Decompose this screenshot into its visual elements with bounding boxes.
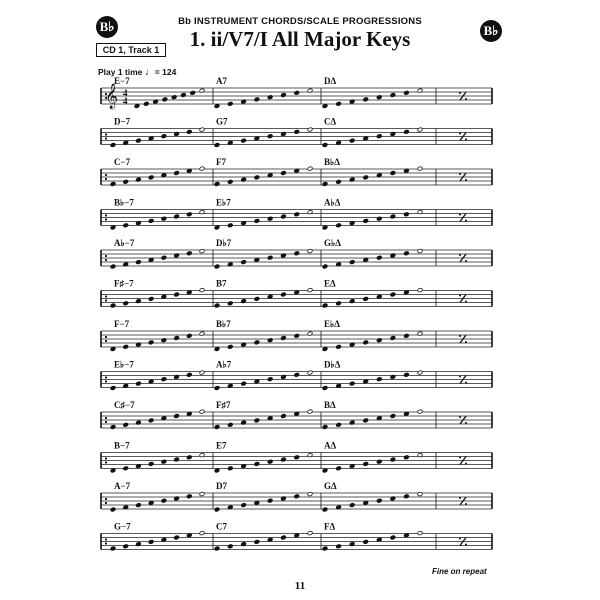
scale-note — [161, 134, 167, 139]
repeat-dot — [105, 538, 107, 540]
scale-note — [349, 138, 355, 143]
scale-note — [307, 492, 313, 497]
scale-note — [267, 377, 273, 382]
scale-note — [214, 507, 220, 512]
bflat-badge-left: B♭ — [96, 16, 118, 38]
chord-symbol: A−7 — [114, 481, 131, 491]
measure-repeat-dot — [465, 139, 467, 141]
scale-note — [376, 459, 382, 464]
scale-note — [186, 494, 192, 499]
scale-note — [417, 288, 423, 293]
scale-note — [417, 370, 423, 375]
scale-note — [254, 539, 260, 544]
scale-note — [148, 539, 154, 544]
scale-note — [199, 166, 205, 171]
scale-note — [307, 288, 313, 293]
scale-note — [136, 503, 142, 508]
scale-note — [241, 138, 247, 143]
measure-repeat-dot — [465, 260, 467, 262]
scale-note — [199, 370, 205, 375]
scale-note — [336, 301, 342, 306]
scale-note — [214, 546, 220, 551]
scale-note — [307, 370, 313, 375]
scale-note — [227, 344, 233, 349]
scale-note — [174, 336, 180, 341]
chord-symbol: F♯7 — [216, 400, 231, 410]
bflat-badge-right: B♭ — [480, 20, 502, 42]
scale-note — [254, 175, 260, 180]
scale-note — [322, 264, 328, 269]
scale-note — [227, 422, 233, 427]
scale-note — [281, 336, 287, 341]
scale-note — [110, 143, 116, 148]
scale-note — [186, 333, 192, 338]
chord-symbol: A♭−7 — [114, 238, 135, 248]
scale-note — [307, 409, 313, 414]
measure-repeat-dot — [465, 503, 467, 505]
scale-note — [322, 386, 328, 391]
scale-note — [294, 212, 300, 217]
scale-note — [336, 101, 342, 106]
scale-note — [267, 338, 273, 343]
repeat-dot — [105, 542, 107, 544]
scale-note — [267, 134, 273, 139]
repeat-dot — [105, 259, 107, 261]
scale-note — [417, 166, 423, 171]
chord-symbol: B♭Δ — [324, 157, 340, 167]
scale-note — [161, 255, 167, 260]
scale-note — [417, 409, 423, 414]
measure-repeat-dot — [465, 98, 467, 100]
scale-note — [336, 344, 342, 349]
scale-note — [136, 138, 142, 143]
chord-symbol: D♭7 — [216, 238, 232, 248]
chord-symbol: EΔ — [324, 278, 336, 289]
scale-note — [349, 503, 355, 508]
scale-note — [322, 303, 328, 308]
scale-note — [136, 260, 142, 265]
scale-note — [294, 333, 300, 338]
chord-symbol: F−7 — [114, 319, 130, 329]
scale-note — [161, 338, 167, 343]
measure-repeat-dot — [459, 214, 461, 216]
scale-note — [363, 296, 369, 301]
scale-note — [199, 492, 205, 497]
scale-note — [161, 498, 167, 503]
scale-note — [294, 455, 300, 460]
chord-symbol: A7 — [216, 76, 227, 86]
scale-note — [199, 409, 205, 414]
scale-note — [390, 214, 396, 219]
scale-note — [186, 455, 192, 460]
measure-repeat-dot — [459, 295, 461, 297]
chord-symbol: B7 — [216, 278, 227, 289]
scale-note — [123, 544, 129, 549]
measure-repeat-dot — [459, 254, 461, 256]
chord-symbol: A♭7 — [216, 359, 232, 370]
measure-repeat-dot — [465, 301, 467, 303]
scale-note — [281, 292, 287, 297]
scale-note — [267, 95, 273, 100]
chord-symbol: CΔ — [324, 116, 337, 127]
scale-note — [376, 134, 382, 139]
chord-symbol: D♭Δ — [324, 359, 341, 370]
scale-note — [336, 466, 342, 471]
scale-note — [404, 494, 410, 499]
scale-note — [227, 301, 233, 306]
scale-note — [336, 223, 342, 228]
scale-note — [174, 535, 180, 540]
staff-row — [101, 331, 492, 347]
scale-note — [267, 216, 273, 221]
repeat-dot — [105, 461, 107, 463]
page-subtitle: Bb INSTRUMENT CHORDS/SCALE PROGRESSIONS — [178, 16, 422, 27]
measure-repeat-dot — [459, 92, 461, 94]
chord-symbol: E−7 — [114, 76, 130, 86]
scale-note — [214, 425, 220, 430]
scale-note — [199, 531, 205, 536]
chord-symbol: G♭Δ — [324, 238, 341, 248]
scale-note — [148, 175, 154, 180]
scale-note — [390, 535, 396, 540]
fine-on-repeat-text: Fine on repeat — [432, 567, 487, 576]
scale-note — [161, 377, 167, 382]
scale-note — [227, 179, 233, 184]
scale-note — [307, 127, 313, 132]
scale-note — [148, 461, 154, 466]
measure-repeat-dot — [459, 335, 461, 337]
repeat-dot — [105, 380, 107, 382]
scale-note — [376, 216, 382, 221]
scale-note — [363, 218, 369, 223]
scale-note — [190, 90, 196, 95]
scale-note — [404, 129, 410, 134]
measure-repeat-dot — [465, 463, 467, 465]
measure-repeat-dot — [465, 220, 467, 222]
scale-note — [123, 422, 129, 427]
repeat-dot — [105, 421, 107, 423]
scale-note — [376, 498, 382, 503]
chord-symbol: C−7 — [114, 157, 131, 167]
scale-note — [186, 372, 192, 377]
page-title: 1. ii/V7/I All Major Keys — [189, 27, 411, 51]
scale-note — [307, 249, 313, 254]
scale-note — [110, 386, 116, 391]
scale-note — [267, 255, 273, 260]
scale-note — [281, 93, 287, 98]
time-signature-top: 4 — [123, 88, 128, 98]
scale-note — [199, 127, 205, 132]
staff-row — [101, 88, 492, 104]
chord-symbol: F♯−7 — [114, 278, 134, 289]
chord-symbol: E♭−7 — [114, 359, 134, 370]
repeat-dot — [105, 417, 107, 419]
scale-note — [390, 336, 396, 341]
scale-note — [254, 97, 260, 102]
scale-note — [214, 386, 220, 391]
scale-note — [376, 255, 382, 260]
scale-note — [390, 414, 396, 419]
scale-note — [110, 182, 116, 187]
measure-repeat-dot — [465, 179, 467, 181]
scale-note — [123, 223, 129, 228]
scale-note — [363, 539, 369, 544]
repeat-dot — [105, 457, 107, 459]
repeat-dot — [105, 218, 107, 220]
repeat-dot — [105, 376, 107, 378]
scale-note — [254, 296, 260, 301]
scale-note — [376, 95, 382, 100]
measure-repeat-dot — [465, 341, 467, 343]
scale-note — [349, 260, 355, 265]
scale-note — [123, 344, 129, 349]
measure-repeat-dot — [459, 538, 461, 540]
scale-note — [336, 179, 342, 184]
scale-note — [281, 414, 287, 419]
scale-note — [363, 97, 369, 102]
scale-note — [404, 455, 410, 460]
scale-note — [214, 143, 220, 148]
chord-symbol: AΔ — [324, 440, 337, 451]
scale-note — [214, 182, 220, 187]
time-signature-bottom: 4 — [123, 96, 128, 106]
scale-note — [136, 381, 142, 386]
scale-note — [161, 216, 167, 221]
measure-repeat-dot — [459, 133, 461, 135]
chord-symbol: FΔ — [324, 521, 336, 532]
repeat-dot — [105, 178, 107, 180]
scale-note — [174, 457, 180, 462]
scale-note — [390, 457, 396, 462]
scale-note — [241, 381, 247, 386]
scale-note — [174, 214, 180, 219]
repeat-dot — [105, 255, 107, 257]
measure-repeat-dot — [465, 422, 467, 424]
page-number: 11 — [294, 580, 306, 592]
scale-note — [227, 223, 233, 228]
scale-note — [417, 531, 423, 536]
scale-note — [214, 264, 220, 269]
scale-note — [254, 418, 260, 423]
scale-note — [294, 90, 300, 95]
scale-note — [254, 340, 260, 345]
chord-symbol: C7 — [216, 521, 227, 532]
scale-note — [404, 372, 410, 377]
scale-note — [390, 292, 396, 297]
measure-repeat-dot — [459, 416, 461, 418]
scale-note — [123, 466, 129, 471]
scale-note — [267, 498, 273, 503]
scale-note — [267, 459, 273, 464]
scale-note — [174, 171, 180, 176]
repeat-dot — [105, 133, 107, 135]
scale-note — [281, 171, 287, 176]
scale-note — [199, 249, 205, 254]
scale-note — [174, 414, 180, 419]
scale-note — [307, 531, 313, 536]
chord-symbol: E7 — [216, 440, 227, 451]
scale-note — [123, 301, 129, 306]
scale-note — [241, 503, 247, 508]
scale-note — [281, 535, 287, 540]
scale-note — [294, 251, 300, 256]
chord-symbol: E♭7 — [216, 197, 231, 208]
scale-note — [110, 425, 116, 430]
scale-note — [148, 218, 154, 223]
scale-note — [336, 422, 342, 427]
scale-note — [110, 264, 116, 269]
scale-note — [227, 101, 233, 106]
chord-symbol: DΔ — [324, 76, 337, 86]
cd-track-label: CD 1, Track 1 — [96, 43, 166, 57]
chord-symbol: D−7 — [114, 116, 131, 127]
scale-note — [281, 457, 287, 462]
chord-symbol: BΔ — [324, 400, 336, 410]
scale-note — [404, 90, 410, 95]
scale-note — [417, 492, 423, 497]
tempo-value: = 124 — [154, 67, 177, 77]
scale-note — [294, 372, 300, 377]
treble-clef-icon: 𝄞 — [105, 84, 119, 109]
measure-repeat-dot — [465, 382, 467, 384]
scale-note — [322, 425, 328, 430]
scale-note — [336, 544, 342, 549]
staff-row — [101, 453, 492, 469]
scale-note — [143, 101, 149, 106]
scale-note — [363, 418, 369, 423]
scale-note — [110, 507, 116, 512]
measure-repeat-dot — [459, 457, 461, 459]
repeat-dot — [105, 214, 107, 216]
measure-repeat-dot — [459, 173, 461, 175]
repeat-dot — [105, 295, 107, 297]
scale-note — [294, 129, 300, 134]
repeat-dot — [105, 137, 107, 139]
scale-note — [404, 212, 410, 217]
scale-note — [294, 494, 300, 499]
scale-note — [161, 459, 167, 464]
chord-symbol: G7 — [216, 116, 228, 127]
staff-row — [101, 210, 492, 226]
scale-note — [148, 296, 154, 301]
scale-note — [363, 340, 369, 345]
chord-symbol: C♯−7 — [114, 400, 135, 410]
scale-note — [123, 179, 129, 184]
scale-note — [181, 93, 187, 98]
scale-note — [281, 214, 287, 219]
scale-note — [214, 303, 220, 308]
scale-note — [322, 546, 328, 551]
scale-note — [171, 95, 177, 100]
scale-note — [186, 251, 192, 256]
quarter-note-icon: ♩ — [144, 67, 155, 78]
scale-note — [307, 166, 313, 171]
scale-note — [227, 466, 233, 471]
measure-repeat-dot — [465, 544, 467, 546]
scale-note — [417, 127, 423, 132]
scale-note — [390, 171, 396, 176]
scale-note — [148, 340, 154, 345]
scale-note — [186, 212, 192, 217]
scale-note — [174, 292, 180, 297]
scale-note — [110, 546, 116, 551]
chord-symbol: A♭Δ — [324, 197, 341, 208]
scale-note — [404, 251, 410, 256]
scale-note — [254, 461, 260, 466]
chord-symbol: E♭Δ — [324, 319, 340, 329]
scale-note — [417, 249, 423, 254]
scale-note — [148, 418, 154, 423]
scale-note — [390, 93, 396, 98]
repeat-dot — [105, 174, 107, 176]
repeat-dot — [105, 340, 107, 342]
scale-note — [227, 544, 233, 549]
scale-note — [110, 303, 116, 308]
chord-symbol: B♭−7 — [114, 197, 134, 208]
scale-note — [322, 182, 328, 187]
scale-note — [186, 129, 192, 134]
chord-symbol: F7 — [216, 157, 226, 167]
repeat-dot — [105, 502, 107, 504]
scale-note — [162, 97, 168, 102]
scale-note — [322, 143, 328, 148]
scale-note — [363, 175, 369, 180]
chord-symbol: GΔ — [324, 481, 337, 491]
scale-note — [322, 507, 328, 512]
measure-repeat-dot — [459, 497, 461, 499]
chord-symbol: B♭7 — [216, 319, 231, 329]
scale-note — [254, 218, 260, 223]
scale-note — [376, 338, 382, 343]
scale-note — [404, 333, 410, 338]
scale-note — [376, 377, 382, 382]
repeat-dot — [105, 498, 107, 500]
chord-symbol: B−7 — [114, 440, 130, 451]
measure-repeat-dot — [459, 376, 461, 378]
repeat-dot — [105, 336, 107, 338]
scale-note — [349, 381, 355, 386]
scale-note — [241, 260, 247, 265]
tempo-label: Play 1 time — [98, 67, 143, 77]
chord-symbol: G−7 — [114, 521, 131, 532]
scale-note — [363, 461, 369, 466]
repeat-dot — [105, 299, 107, 301]
scale-note — [199, 288, 205, 293]
chord-symbol: D7 — [216, 481, 227, 491]
